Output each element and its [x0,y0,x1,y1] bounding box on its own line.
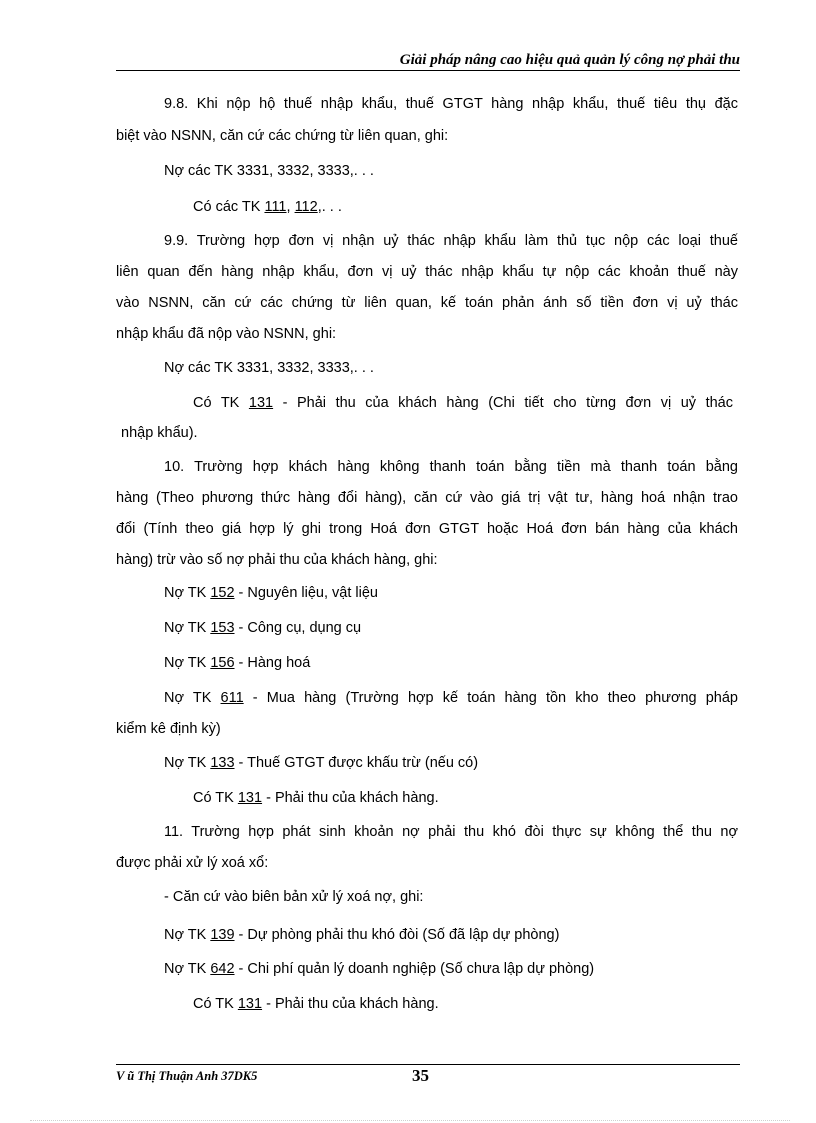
paragraph-9-9-line: liên quan đến hàng nhập khẩu, đơn vị uỷ thác nhập khẩu tự nộp các khoản thuế này [116,264,738,280]
journal-entry-credit-continued: nhập khẩu). [121,425,198,441]
paragraph-10-line: hàng (Theo phương thức hàng đổi hàng), căn cứ vào giá trị vật tư, hàng hoá nhận trao [116,490,738,506]
journal-entry-debit: Nợ TK 156 - Hàng hoá [164,655,311,671]
page-header [116,50,740,71]
journal-entry-debit: Nợ TK 642 - Chi phí quản lý doanh nghiệp (Số chưa lập dự phòng) [164,961,595,977]
footer-author: V ũ Thị Thuận Anh 37DK5 [116,1069,258,1083]
paragraph-note: - Căn cứ vào biên bản xử lý xoá nợ, ghi: [164,889,424,905]
account-number: 153 [210,620,235,636]
paragraph-9-8-line: biệt vào NSNN, căn cứ các chứng từ liên quan, ghi: [116,128,449,144]
page-bottom-border [30,1120,790,1121]
account-number: 133 [210,755,235,771]
journal-entry-credit: Có TK 131 - Phải thu của khách hàng. [193,996,439,1012]
paragraph-10-line: hàng) trừ vào số nợ phải thu của khách hàng, ghi: [116,552,438,568]
account-number: 611 [220,690,244,706]
journal-entry-debit: Nợ TK 153 - Công cụ, dụng cụ [164,620,362,636]
journal-entry-debit: Nợ TK 133 - Thuế GTGT được khấu trừ (nếu có) [164,755,479,771]
journal-entry-debit-continued: kiểm kê định kỳ) [116,721,221,737]
paragraph-9-8-line: 9.8. Khi nộp hộ thuế nhập khẩu, thuế GTGT hàng nhập khẩu, thuế tiêu thụ đặc [164,96,738,112]
paragraph-11-line: 11. Trường hợp phát sinh khoản nợ phải thu khó đòi thực sự không thể thu nợ [164,824,738,840]
journal-entry-debit: Nợ các TK 3331, 3332, 3333,. . . [164,360,374,376]
account-number: 152 [210,585,235,601]
account-number: 111 [264,199,287,215]
account-number: 156 [210,655,235,671]
paragraph-11-line: được phải xử lý xoá xổ: [116,855,269,871]
account-number: 131 [248,395,274,411]
journal-entry-debit: Nợ TK 152 - Nguyên liệu, vật liệu [164,585,378,601]
account-number: 131 [237,790,263,806]
paragraph-9-9-line: nhập khẩu đã nộp vào NSNN, ghi: [116,326,337,342]
journal-entry-credit: Có TK 131 - Phải thu của khách hàng (Chi tiết cho từng đơn vị uỷ thác [193,395,733,411]
paragraph-9-9-line: vào NSNN, căn cứ các chứng từ liên quan, kế toán phản ánh số tiền đơn vị uỷ thác [116,295,738,311]
journal-entry-debit: Nợ TK 611 - Mua hàng (Trường hợp kế toán hàng tồn kho theo phương pháp [164,690,738,706]
account-number: 131 [237,996,263,1012]
journal-entry-credit: Có TK 131 - Phải thu của khách hàng. [193,790,439,806]
page-number: 35 [412,1066,429,1085]
journal-entry-credit: Có các TK 111, 112,. . . [193,199,342,215]
paragraph-10-line: đổi (Tính theo giá hợp lý ghi trong Hoá đơn GTGT hoặc Hoá đơn bán hàng của khách [116,521,738,537]
paragraph-10-line: 10. Trường hợp khách hàng không thanh toán bằng tiền mà thanh toán bằng [164,459,738,475]
footer-divider [116,1064,740,1065]
account-number: 112 [294,199,318,215]
journal-entry-debit: Nợ các TK 3331, 3332, 3333,. . . [164,163,374,179]
header-title: Giải pháp nâng cao hiệu quả quản lý công nợ phải thu [399,52,740,68]
account-number: 642 [210,961,235,977]
account-number: 139 [210,927,235,943]
paragraph-9-9-line: 9.9. Trường hợp đơn vị nhận uỷ thác nhập khẩu làm thủ tục nộp các loại thuế [164,233,738,249]
journal-entry-debit: Nợ TK 139 - Dự phòng phải thu khó đòi (Số đã lập dự phòng) [164,927,560,943]
